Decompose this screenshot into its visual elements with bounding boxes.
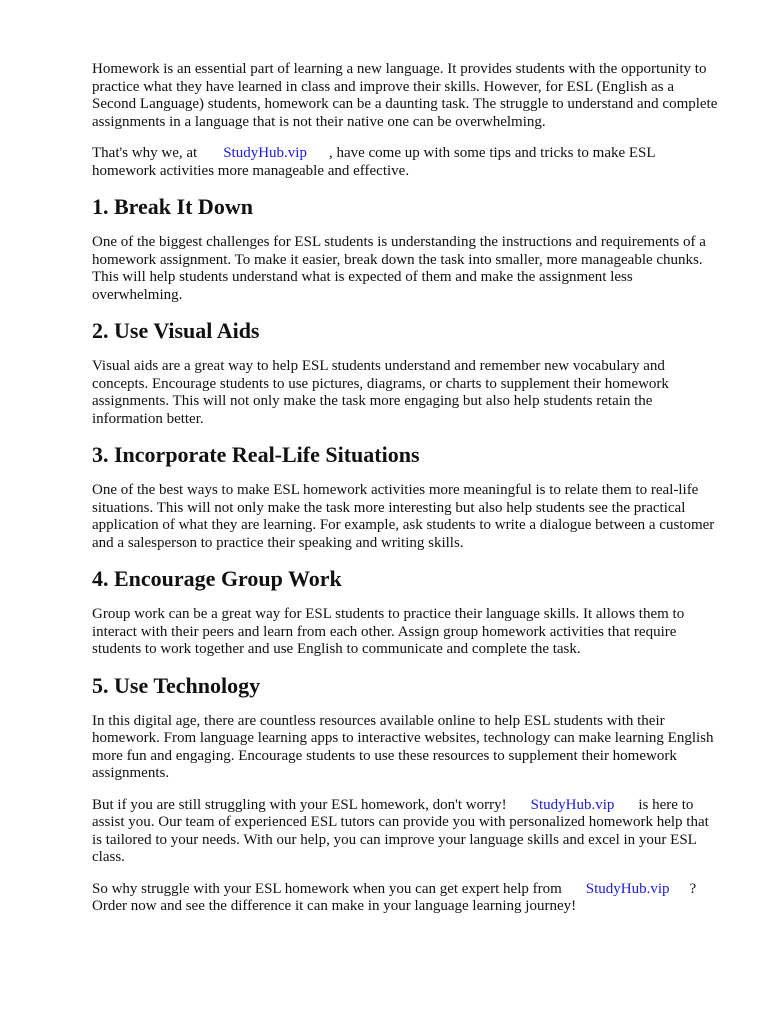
order-text-before: So why struggle with your ESL homework when you can get expert help from bbox=[92, 880, 562, 897]
section-body-group-work: Group work can be a great way for ESL students to practice their language skills. It allows them to interact with their peers and learn from each other. Assign group homework activities that require students to work together and use English to communicate and complete the task. bbox=[92, 606, 685, 657]
section-heading-break-it-down: 1. Break It Down bbox=[92, 194, 253, 219]
intro-text-after: , have come up with some tips and tricks to make ESL homework activities more manageable and effective. bbox=[92, 145, 655, 179]
intro-studyhub-paragraph bbox=[92, 145, 720, 180]
section-heading-visual-aids: 2. Use Visual Aids bbox=[92, 318, 260, 343]
closing-text-before: But if you are still struggling with your ESL homework, don't worry! bbox=[92, 796, 507, 813]
section-body-visual-aids: Visual aids are a great way to help ESL students understand and remember new vocabulary and concepts. Encourage students to use pictures, diagrams, or charts to supplement their homework assignments. This will not only make the task more engaging but also help students retain the information better. bbox=[92, 358, 669, 427]
intro-text-before: That's why we, at bbox=[92, 145, 198, 161]
section-heading-group-work: 4. Encourage Group Work bbox=[92, 566, 342, 591]
section-body-technology: In this digital age, there are countless resources available online to help ESL students with their homework. From language learning apps to interactive websites, technology can make learning English more fun and engaging. Encourage students to use these resources to supplement their homework assignments. bbox=[92, 712, 714, 781]
closing-paragraph-help bbox=[92, 797, 720, 867]
document-page bbox=[92, 61, 720, 930]
studyhub-link[interactable]: StudyHub.vip bbox=[530, 796, 615, 813]
section-heading-technology: 5. Use Technology bbox=[92, 672, 261, 698]
section-body-real-life: One of the best ways to make ESL homework activities more meaningful is to relate them to real-life situations. This will not only make the task more interesting but also help students see the practical application of what they are learning. For example, ask students to write a dialogue between a customer and a salesperson to practice their speaking and writing skills. bbox=[92, 482, 715, 551]
order-text-after: ? Order now and see the difference it can make in your language learning journey! bbox=[92, 880, 697, 914]
intro-paragraph: Homework is an essential part of learning a new language. It provides students with the opportunity to practice what they have learned in class and improve their skills. However, for ESL (English as a Second Language) students, homework can be a daunting task. The struggle to understand and complete assignments in a language that is not their native one can be overwhelming. bbox=[92, 61, 718, 130]
studyhub-link[interactable]: StudyHub.vip bbox=[585, 880, 670, 897]
section-heading-real-life: 3. Incorporate Real-Life Situations bbox=[92, 442, 420, 467]
closing-text-after: is here to assist you. Our team of experienced ESL tutors can provide you with personalized homework help that is tailored to your needs. With our help, you can improve your language skills and excel in your ESL class. bbox=[92, 796, 709, 865]
section-body-break-it-down: One of the biggest challenges for ESL students is understanding the instructions and requirements of a homework assignment. To make it easier, break down the task into smaller, more manageable chunks. This will help students understand what is expected of them and make the assignment less overwhelming. bbox=[92, 234, 706, 303]
closing-paragraph-order bbox=[92, 881, 720, 916]
studyhub-link[interactable]: StudyHub.vip bbox=[223, 145, 307, 161]
